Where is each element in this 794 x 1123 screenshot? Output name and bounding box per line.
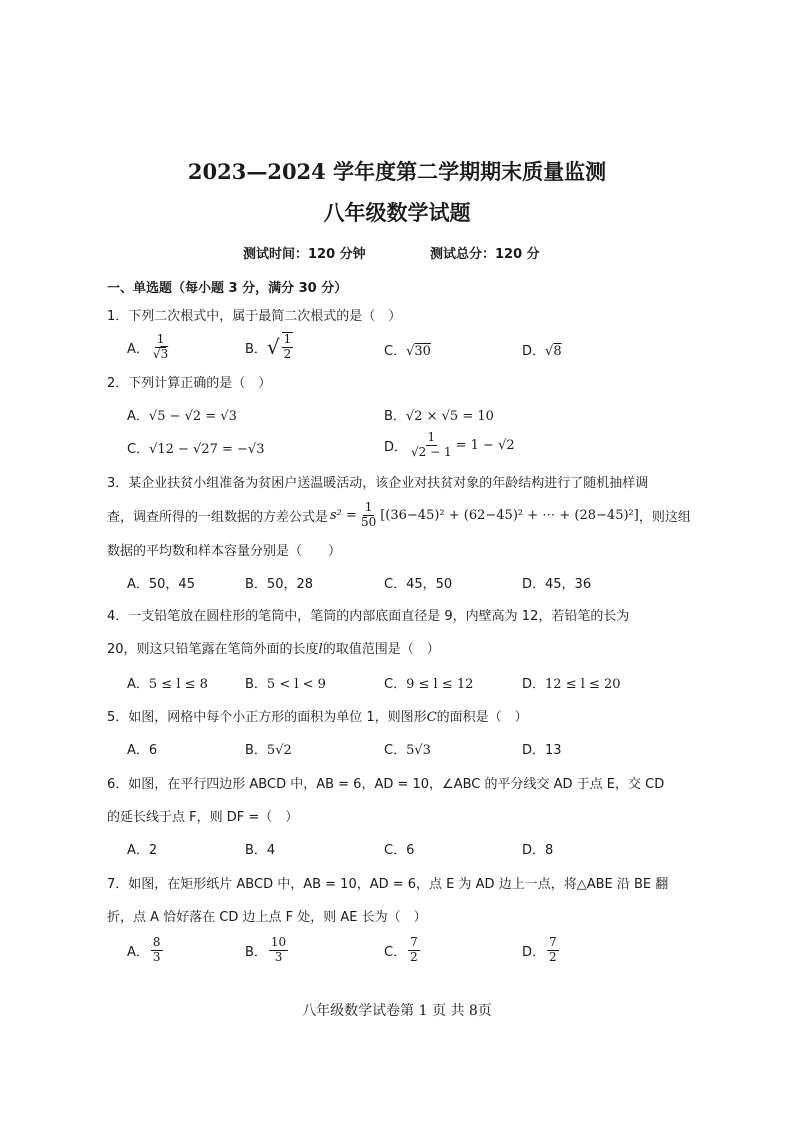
q6-option-c: C．6 <box>384 843 415 858</box>
option-label: B． <box>245 944 267 960</box>
math-expr: 5√3 <box>406 743 431 758</box>
variable-l: l <box>318 642 323 657</box>
radicand: 3 <box>160 346 169 361</box>
denominator: 2 <box>410 949 418 964</box>
fraction <box>547 936 559 965</box>
sqrt-sign: √ <box>266 335 280 359</box>
option-label: A． <box>127 677 149 692</box>
denominator: 3 <box>274 949 283 964</box>
q4-line2 <box>107 638 440 657</box>
q4-option-a <box>127 673 208 692</box>
option-label: B． <box>245 677 267 692</box>
q3-option-d: D．45，36 <box>522 577 592 592</box>
text: 查，调查所得的一组数据的方差公式是 <box>107 509 329 525</box>
q4-option-c <box>384 673 473 692</box>
option-label: A． <box>127 409 149 424</box>
q4-line1: 4．一支铅笔放在圆柱形的笔筒中，笔筒的内部底面直径是 9，内壁高为 12，若铅笔的长为 <box>107 609 630 624</box>
numerator: 10 <box>270 934 287 949</box>
option-label: C． <box>384 944 407 960</box>
numerator: 1 <box>283 332 292 347</box>
exam-title: 2023—2024 学年度第二学期期末质量监测 <box>187 159 607 184</box>
q6-line1: 6．如图，在平行四边形 ABCD 中，AB = 6，AD = 10，∠ABC 的平分线交 AD 于点 E，交 CD <box>107 777 665 792</box>
q3-line1: 3．某企业扶贫小组准备为贫困户送温暖活动，该企业对扶贫对象的年龄结构进行了随机抽样调 <box>107 476 649 491</box>
denominator: 2 <box>283 347 292 361</box>
fraction <box>151 936 163 965</box>
numerator: 8 <box>152 934 161 949</box>
numerator: 7 <box>410 934 418 949</box>
q2-option-c <box>127 438 265 457</box>
q4-option-b <box>245 673 326 692</box>
math-expr: 5√2 <box>266 743 292 758</box>
text: 20，则这只铅笔露在笔筒外面的长度 <box>107 642 319 657</box>
option-label: D． <box>384 439 408 455</box>
q7-option-a <box>127 933 165 967</box>
math-expr: 9 ≤ l ≤ 12 <box>406 677 474 692</box>
q1-stem: 1．下列二次根式中，属于最简二次根式的是（ ） <box>107 309 402 324</box>
option-label: C． <box>127 442 150 457</box>
fraction <box>409 431 454 460</box>
option-label: B． <box>245 743 267 758</box>
text: 的面积是（ ） <box>436 710 528 725</box>
option-label: B． <box>245 341 267 357</box>
q3-line3: 数据的平均数和样本容量分别是（ ） <box>107 544 342 559</box>
q7-option-c <box>384 933 422 967</box>
q5-stem <box>107 706 528 725</box>
denominator: 3 <box>152 949 161 964</box>
option-label: A． <box>127 944 149 960</box>
q7-option-d <box>522 933 561 967</box>
page-footer: 八年级数学试卷第 1 页 共 8页 <box>302 1003 492 1019</box>
q2-option-a <box>127 405 237 424</box>
q5-option-a: A．6 <box>127 743 158 758</box>
q7-line1: 7．如图，在矩形纸片 ABCD 中，AB = 10，AD = 6，点 E 为 AD 边上一点，将△ABE 沿 BE 翻 <box>107 877 669 892</box>
option-label: D． <box>522 944 546 960</box>
variable-c: C <box>426 710 437 725</box>
q4-option-d <box>522 673 621 692</box>
denominator: 50 <box>360 514 377 529</box>
fraction <box>151 333 170 362</box>
q3-option-a: A．50，45 <box>127 577 195 592</box>
fraction <box>269 936 288 965</box>
q7-option-b <box>245 933 290 967</box>
exam-subtitle: 八年级数学试题 <box>323 200 471 225</box>
radicand: 30 <box>414 344 431 359</box>
math-expr: 12 ≤ l ≤ 20 <box>545 677 621 692</box>
option-label: D． <box>522 344 546 359</box>
q1-option-a <box>127 330 172 364</box>
q7-line2: 折，点 A 恰好落在 CD 边上点 F 处，则 AE 长为（ ） <box>107 910 427 925</box>
q5-option-c <box>384 739 431 758</box>
q5-option-d: D．13 <box>522 743 562 758</box>
sqrt-expr: √8 <box>545 344 562 359</box>
denominator: √2 − 1 <box>411 444 452 459</box>
q2-stem: 2．下列计算正确的是（ ） <box>107 376 272 391</box>
text: ，则这组 <box>638 509 691 525</box>
math-expr: √2 × √5 = 10 <box>405 409 494 424</box>
option-label: C． <box>384 743 407 758</box>
numerator: 1 <box>427 429 436 444</box>
math-expr: √5 − √2 = √3 <box>148 409 237 424</box>
sqrt-expr: √30 <box>406 344 431 359</box>
q1-option-d <box>522 340 562 359</box>
q6-option-b: B．4 <box>245 843 276 858</box>
option-label: C． <box>384 344 407 359</box>
q1-option-b <box>245 330 295 364</box>
q1-option-c <box>384 340 431 359</box>
section-title: 一、单选题（每小题 3 分，满分 30 分） <box>107 281 348 296</box>
fraction <box>359 501 378 530</box>
fraction <box>282 332 294 362</box>
numerator: 7 <box>549 934 557 949</box>
variance-symbol: s² = <box>330 507 357 523</box>
q5-option-b <box>245 739 292 758</box>
text: 5．如图，网格中每个小正方形的面积为单位 1，则图形 <box>107 710 427 725</box>
math-expr: = 1 − √2 <box>455 437 515 453</box>
option-label: D． <box>522 677 546 692</box>
option-label: C． <box>384 677 407 692</box>
q3-option-c: C．45，50 <box>384 577 453 592</box>
denominator: 2 <box>549 949 557 964</box>
option-label: A． <box>127 341 149 357</box>
text: 的取值范围是（ ） <box>322 642 440 657</box>
q6-option-a: A．2 <box>127 843 158 858</box>
math-expr: 5 ≤ l ≤ 8 <box>148 677 208 692</box>
numerator: 1 <box>364 499 373 514</box>
test-time: 测试时间：120 分钟 <box>243 247 366 262</box>
fraction <box>408 936 420 965</box>
q6-line2: 的延长线于点 F，则 DF =（ ） <box>107 810 299 825</box>
q2-option-d <box>384 428 515 462</box>
q6-option-d: D．8 <box>522 843 554 858</box>
q2-option-b <box>384 405 494 424</box>
math-expr: 5 < l < 9 <box>266 677 326 692</box>
test-score: 测试总分：120 分 <box>430 247 540 262</box>
q3-line2 <box>107 498 691 532</box>
option-label: B． <box>384 409 406 424</box>
variance-formula: [(36−45)² + (62−45)² + ⋯ + (28−45)²] <box>380 507 639 523</box>
q3-option-b: B．50，28 <box>245 577 314 592</box>
numerator: 1 <box>156 331 165 346</box>
math-expr: √12 − √27 = −√3 <box>149 442 265 457</box>
radicand: 8 <box>553 344 562 359</box>
denominator: √3 <box>152 346 169 361</box>
